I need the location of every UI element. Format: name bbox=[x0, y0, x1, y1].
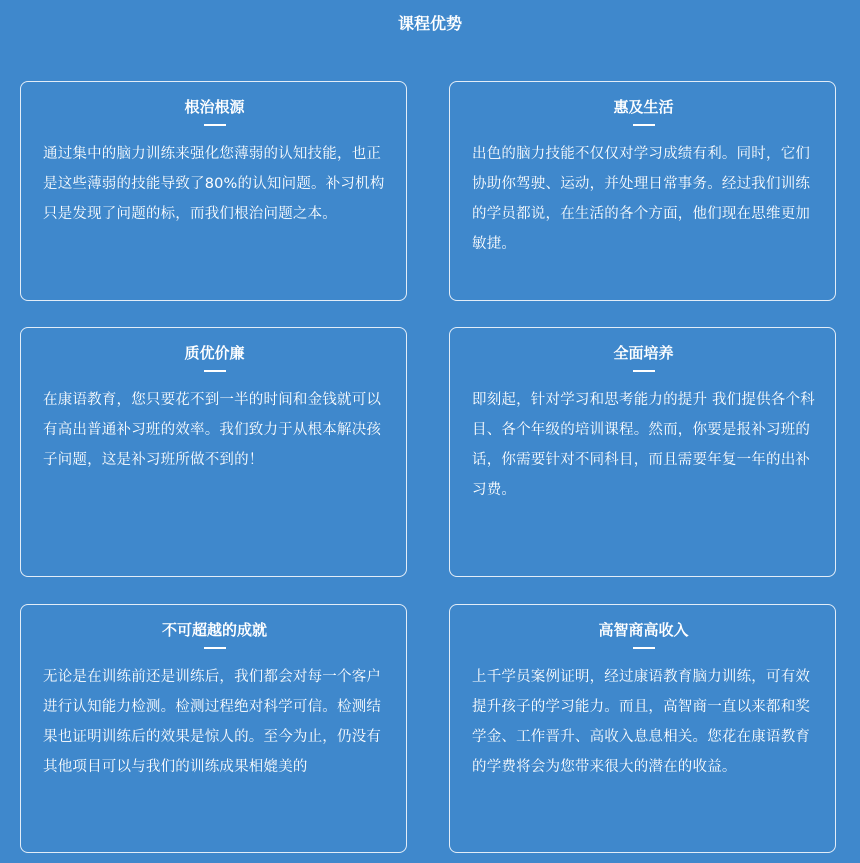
card-title: 不可超越的成就 bbox=[161, 621, 267, 639]
card-divider bbox=[204, 370, 226, 372]
card-divider bbox=[204, 124, 226, 126]
card-title: 高智商高收入 bbox=[598, 621, 689, 639]
card-divider bbox=[633, 124, 655, 126]
advantage-card-life-benefit bbox=[449, 81, 836, 301]
page-title: 课程优势 bbox=[397, 14, 462, 33]
advantage-card-root-cause bbox=[20, 81, 407, 301]
advantage-card-achievement bbox=[20, 604, 407, 853]
advantage-card-comprehensive bbox=[449, 327, 836, 577]
card-title: 全面培养 bbox=[613, 344, 674, 362]
card-body: 出色的脑力技能不仅仅对学习成绩有利。同时，它们协助你驾驶、运动，并处理日常事务。经过我们训练的学员都说，在生活的各个方面，他们现在思维更加敏捷。 bbox=[472, 146, 811, 252]
card-divider bbox=[204, 647, 226, 649]
card-body: 即刻起，针对学习和思考能力的提升 我们提供各个科目、各个年级的培训课程。然而，你要是报补习班的话，你需要针对不同科目，而且需要年复一年的出补习费。 bbox=[472, 392, 815, 498]
card-body: 在康语教育，您只要花不到一半的时间和金钱就可以有高出普通补习班的效率。我们致力于从根本解决孩子问题，这是补习班所做不到的！ bbox=[43, 392, 382, 468]
card-title: 质优价廉 bbox=[184, 344, 245, 362]
card-title: 根治根源 bbox=[184, 98, 245, 116]
card-body: 通过集中的脑力训练来强化您薄弱的认知技能，也正是这些薄弱的技能导致了80%的认知问题。补习机构只是发现了问题的标，而我们根治问题之本。 bbox=[43, 146, 385, 222]
card-divider bbox=[633, 647, 655, 649]
advantage-card-value bbox=[20, 327, 407, 577]
advantage-card-high-iq bbox=[449, 604, 836, 853]
card-divider bbox=[633, 370, 655, 372]
card-body: 无论是在训练前还是训练后，我们都会对每一个客户进行认知能力检测。检测过程绝对科学可信。检测结果也证明训练后的效果是惊人的。至今为止，仍没有其他项目可以与我们的训练成果相媲美的 bbox=[43, 669, 382, 775]
card-title: 惠及生活 bbox=[613, 98, 674, 116]
card-body: 上千学员案例证明，经过康语教育脑力训练，可有效提升孩子的学习能力。而且，高智商一直以来都和奖学金、工作晋升、高收入息息相关。您花在康语教育的学费将会为您带来很大的潜在的收益。 bbox=[472, 669, 811, 775]
